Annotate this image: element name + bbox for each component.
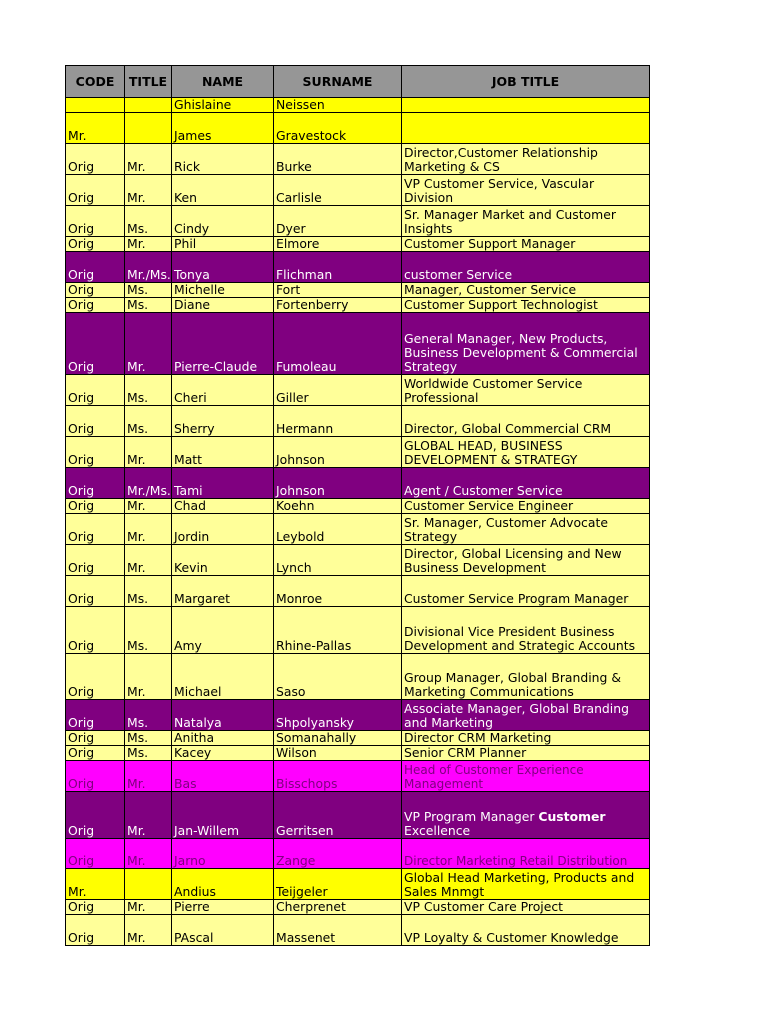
table-row <box>66 206 650 237</box>
table-row <box>66 761 650 792</box>
cell-job-title[interactable]: Group Manager, Global Branding & Marketing Communications <box>402 654 650 700</box>
cell-title[interactable]: Mr. <box>125 514 172 545</box>
cell-name[interactable]: Ghislaine <box>172 98 274 113</box>
table-row <box>66 375 650 406</box>
cell-name[interactable]: Sherry <box>172 406 274 437</box>
cell-name[interactable]: Rick <box>172 144 274 175</box>
cell-name[interactable]: Tami <box>172 468 274 499</box>
cell-name[interactable]: Cheri <box>172 375 274 406</box>
cell-title[interactable]: Ms. <box>125 283 172 298</box>
cell-code[interactable]: Orig <box>66 375 125 406</box>
cell-surname[interactable]: Fumoleau <box>274 313 402 375</box>
header-job-title[interactable]: JOB TITLE <box>402 66 650 98</box>
cell-code[interactable]: Orig <box>66 252 125 283</box>
cell-surname[interactable]: Gerritsen <box>274 792 402 839</box>
cell-name[interactable]: James <box>172 113 274 144</box>
cell-job-title[interactable]: Sr. Manager, Customer Advocate Strategy <box>402 514 650 545</box>
cell-code[interactable] <box>66 98 125 113</box>
cell-code[interactable]: Orig <box>66 298 125 313</box>
cell-name[interactable]: Pierre <box>172 900 274 915</box>
cell-job-title[interactable]: Customer Support Technologist <box>402 298 650 313</box>
cell-job-title[interactable] <box>402 98 650 113</box>
cell-name[interactable]: Jarno <box>172 839 274 869</box>
cell-title[interactable]: Ms. <box>125 746 172 761</box>
cell-name[interactable]: PAscal <box>172 915 274 946</box>
cell-name[interactable]: Pierre-Claude <box>172 313 274 375</box>
cell-surname[interactable]: Carlisle <box>274 175 402 206</box>
cell-name[interactable]: Chad <box>172 499 274 514</box>
table-row <box>66 98 650 113</box>
table-row <box>66 283 650 298</box>
cell-title[interactable]: Mr. <box>125 237 172 252</box>
table-row <box>66 869 650 900</box>
cell-code[interactable]: Orig <box>66 144 125 175</box>
cell-code[interactable]: Orig <box>66 499 125 514</box>
cell-name[interactable]: Kacey <box>172 746 274 761</box>
cell-name[interactable]: Natalya <box>172 700 274 731</box>
cell-surname[interactable]: Somanahally <box>274 731 402 746</box>
table-row <box>66 792 650 839</box>
table-row <box>66 545 650 576</box>
cell-surname[interactable]: Hermann <box>274 406 402 437</box>
cell-surname[interactable]: Bisschops <box>274 761 402 792</box>
cell-job-title[interactable] <box>402 113 650 144</box>
cell-surname[interactable]: Koehn <box>274 499 402 514</box>
cell-code[interactable]: Orig <box>66 700 125 731</box>
cell-job-title[interactable]: Head of Customer Experience Management <box>402 761 650 792</box>
cell-title[interactable]: Mr. <box>125 654 172 700</box>
cell-code[interactable]: Orig <box>66 792 125 839</box>
cell-surname[interactable]: Flichman <box>274 252 402 283</box>
table-row <box>66 313 650 375</box>
cell-title[interactable]: Ms. <box>125 700 172 731</box>
cell-name[interactable]: Jan-Willem <box>172 792 274 839</box>
cell-code[interactable]: Orig <box>66 468 125 499</box>
cell-surname[interactable]: Fortenberry <box>274 298 402 313</box>
cell-code[interactable]: Orig <box>66 206 125 237</box>
table-row <box>66 839 650 869</box>
cell-code[interactable]: Orig <box>66 761 125 792</box>
cell-surname[interactable]: Fort <box>274 283 402 298</box>
cell-title[interactable]: Ms. <box>125 298 172 313</box>
cell-name[interactable]: Bas <box>172 761 274 792</box>
cell-title[interactable]: Ms. <box>125 607 172 654</box>
table-row <box>66 175 650 206</box>
cell-title[interactable] <box>125 113 172 144</box>
cell-surname[interactable]: Lynch <box>274 545 402 576</box>
header-name[interactable]: NAME <box>172 66 274 98</box>
cell-name[interactable]: Margaret <box>172 576 274 607</box>
table-row <box>66 514 650 545</box>
cell-job-title[interactable]: VP Program Manager Customer Excellence <box>402 792 650 839</box>
cell-surname[interactable]: Burke <box>274 144 402 175</box>
cell-code[interactable]: Orig <box>66 313 125 375</box>
cell-job-title[interactable]: Global Head Marketing, Products and Sales Mnmgt <box>402 869 650 900</box>
table-row <box>66 499 650 514</box>
cell-title[interactable]: Ms. <box>125 406 172 437</box>
cell-surname[interactable]: Giller <box>274 375 402 406</box>
cell-title[interactable]: Mr. <box>125 545 172 576</box>
cell-job-title[interactable]: Agent / Customer Service <box>402 468 650 499</box>
cell-title[interactable]: Ms. <box>125 375 172 406</box>
cell-code[interactable]: Orig <box>66 514 125 545</box>
cell-job-title[interactable]: Worldwide Customer Service Professional <box>402 375 650 406</box>
cell-surname[interactable]: Zange <box>274 839 402 869</box>
cell-job-title[interactable]: Customer Service Program Manager <box>402 576 650 607</box>
header-code[interactable]: CODE <box>66 66 125 98</box>
cell-name[interactable]: Michelle <box>172 283 274 298</box>
cell-code[interactable]: Orig <box>66 175 125 206</box>
cell-job-title[interactable]: Manager, Customer Service <box>402 283 650 298</box>
cell-job-title[interactable]: Director, Global Licensing and New Business Development <box>402 545 650 576</box>
cell-surname[interactable]: Elmore <box>274 237 402 252</box>
cell-job-title[interactable]: VP Customer Care Project <box>402 900 650 915</box>
table-row <box>66 607 650 654</box>
cell-name[interactable]: Amy <box>172 607 274 654</box>
cell-code[interactable]: Orig <box>66 839 125 869</box>
cell-title[interactable]: Mr. <box>125 437 172 468</box>
table-row <box>66 731 650 746</box>
cell-job-title[interactable]: Customer Service Engineer <box>402 499 650 514</box>
cell-title[interactable]: Mr. <box>125 313 172 375</box>
cell-title[interactable]: Mr./Ms. <box>125 252 172 283</box>
cell-name[interactable]: Tonya <box>172 252 274 283</box>
table-row <box>66 654 650 700</box>
cell-job-title[interactable]: Associate Manager, Global Branding and Marketing <box>402 700 650 731</box>
cell-surname[interactable]: Teijgeler <box>274 869 402 900</box>
cell-name[interactable]: Matt <box>172 437 274 468</box>
table-row <box>66 237 650 252</box>
cell-job-title[interactable]: Sr. Manager Market and Customer Insights <box>402 206 650 237</box>
cell-name[interactable]: Ken <box>172 175 274 206</box>
cell-surname[interactable]: Massenet <box>274 915 402 946</box>
cell-surname[interactable]: Wilson <box>274 746 402 761</box>
cell-job-title[interactable]: VP Customer Service, Vascular Division <box>402 175 650 206</box>
table-row <box>66 144 650 175</box>
cell-title[interactable] <box>125 869 172 900</box>
cell-surname[interactable]: Gravestock <box>274 113 402 144</box>
cell-code[interactable]: Orig <box>66 915 125 946</box>
cell-name[interactable]: Cindy <box>172 206 274 237</box>
cell-code[interactable]: Orig <box>66 406 125 437</box>
cell-name[interactable]: Jordin <box>172 514 274 545</box>
cell-job-title[interactable]: Director,Customer Relationship Marketing & CS <box>402 144 650 175</box>
cell-surname[interactable]: Rhine-Pallas <box>274 607 402 654</box>
cell-title[interactable]: Ms. <box>125 206 172 237</box>
cell-surname[interactable]: Monroe <box>274 576 402 607</box>
cell-code[interactable]: Orig <box>66 576 125 607</box>
cell-name[interactable]: Anitha <box>172 731 274 746</box>
contacts-table <box>65 65 650 946</box>
cell-job-title[interactable]: General Manager, New Products, Business Development & Commercial Strategy <box>402 313 650 375</box>
cell-code[interactable]: Orig <box>66 237 125 252</box>
cell-title[interactable] <box>125 98 172 113</box>
table-row <box>66 298 650 313</box>
table-body <box>66 98 650 946</box>
cell-code[interactable]: Orig <box>66 746 125 761</box>
cell-code[interactable]: Orig <box>66 900 125 915</box>
table-row <box>66 700 650 731</box>
table-row <box>66 113 650 144</box>
cell-name[interactable]: Phil <box>172 237 274 252</box>
cell-job-title[interactable]: VP Loyalty & Customer Knowledge <box>402 915 650 946</box>
header-title[interactable]: TITLE <box>125 66 172 98</box>
cell-name[interactable]: Kevin <box>172 545 274 576</box>
cell-name[interactable]: Michael <box>172 654 274 700</box>
cell-job-title[interactable]: Divisional Vice President Business Development and Strategic Accounts <box>402 607 650 654</box>
cell-name[interactable]: Diane <box>172 298 274 313</box>
table-row <box>66 406 650 437</box>
cell-surname[interactable]: Neissen <box>274 98 402 113</box>
cell-code[interactable]: Mr. <box>66 113 125 144</box>
header-row <box>66 66 650 98</box>
cell-title[interactable]: Ms. <box>125 576 172 607</box>
table-row <box>66 746 650 761</box>
cell-job-title[interactable]: Director CRM Marketing <box>402 731 650 746</box>
cell-job-title[interactable]: GLOBAL HEAD, BUSINESS DEVELOPMENT & STRATEGY <box>402 437 650 468</box>
cell-code[interactable]: Orig <box>66 545 125 576</box>
cell-surname[interactable]: Johnson <box>274 437 402 468</box>
cell-surname[interactable]: Cherprenet <box>274 900 402 915</box>
cell-surname[interactable]: Shpolyansky <box>274 700 402 731</box>
cell-code[interactable]: Orig <box>66 437 125 468</box>
cell-title[interactable]: Mr. <box>125 499 172 514</box>
cell-job-title[interactable]: customer Service <box>402 252 650 283</box>
cell-title[interactable]: Mr. <box>125 915 172 946</box>
cell-title[interactable]: Mr./Ms. <box>125 468 172 499</box>
cell-job-title[interactable]: Senior CRM Planner <box>402 746 650 761</box>
cell-code[interactable]: Mr. <box>66 869 125 900</box>
table-row <box>66 468 650 499</box>
cell-code[interactable]: Orig <box>66 731 125 746</box>
cell-job-title[interactable]: Customer Support Manager <box>402 237 650 252</box>
cell-surname[interactable]: Dyer <box>274 206 402 237</box>
header-surname[interactable]: SURNAME <box>274 66 402 98</box>
cell-name[interactable]: Andius <box>172 869 274 900</box>
cell-job-title[interactable]: Director, Global Commercial CRM <box>402 406 650 437</box>
cell-title[interactable]: Mr. <box>125 792 172 839</box>
cell-code[interactable]: Orig <box>66 654 125 700</box>
table-row <box>66 576 650 607</box>
cell-code[interactable]: Orig <box>66 607 125 654</box>
cell-title[interactable]: Mr. <box>125 761 172 792</box>
cell-title[interactable]: Mr. <box>125 900 172 915</box>
cell-title[interactable]: Mr. <box>125 144 172 175</box>
cell-job-title[interactable]: Director Marketing Retail Distribution <box>402 839 650 869</box>
cell-code[interactable]: Orig <box>66 283 125 298</box>
table-row <box>66 900 650 915</box>
table-row <box>66 915 650 946</box>
cell-title[interactable]: Ms. <box>125 731 172 746</box>
cell-surname[interactable]: Saso <box>274 654 402 700</box>
cell-title[interactable]: Mr. <box>125 839 172 869</box>
cell-title[interactable]: Mr. <box>125 175 172 206</box>
cell-surname[interactable]: Johnson <box>274 468 402 499</box>
cell-surname[interactable]: Leybold <box>274 514 402 545</box>
table-row <box>66 252 650 283</box>
table-row <box>66 437 650 468</box>
